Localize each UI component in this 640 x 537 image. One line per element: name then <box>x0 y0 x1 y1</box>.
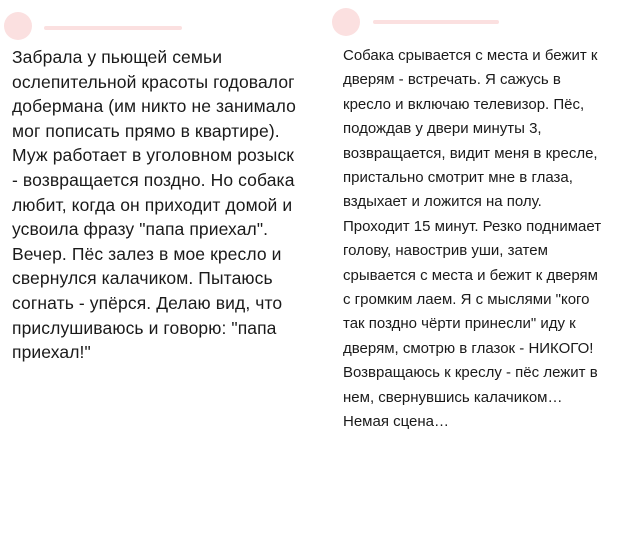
text-line: голову, навострив уши, затем <box>343 242 548 260</box>
text-line: усвоила фразу "папа приехал". <box>12 219 269 240</box>
text-line: пристально смотрит мне в глаза, <box>343 169 573 187</box>
story-text-part-2 <box>343 44 640 435</box>
text-line: любит, когда он приходит домой и <box>12 194 293 215</box>
text-line: срывается с места и бежит к дверям <box>343 266 598 284</box>
text-line: так поздно чёрти принесли" иду к <box>343 315 576 333</box>
text-line: прислушиваюсь и говорю: "папа <box>12 317 277 338</box>
text-line: нем, свернувшись калачиком… <box>343 388 563 406</box>
story-text-part-1 <box>12 45 300 365</box>
text-line: ослепительной красоты годовалог <box>12 71 295 92</box>
text-line: Немая сцена… <box>343 413 450 431</box>
title-placeholder-bar <box>373 20 499 24</box>
text-line: согнать - упёрся. Делаю вид, что <box>12 292 283 313</box>
text-line: кресло и включаю телевизор. Пёс, <box>343 95 585 113</box>
avatar-placeholder <box>332 8 360 36</box>
title-placeholder-bar <box>44 26 182 30</box>
text-line: вздыхает и ложится на полу. <box>343 193 542 211</box>
text-line: дверям, смотрю в глазок - НИКОГО! <box>343 339 594 357</box>
text-line: Проходит 15 минут. Резко поднимает <box>343 217 602 235</box>
text-line: Возвращаюсь к креслу - пёс лежит в <box>343 364 598 382</box>
text-line: Забрала у пьющей семьи <box>12 47 223 67</box>
text-line: Муж работает в уголовном розыск <box>12 145 295 166</box>
avatar-placeholder <box>4 12 32 40</box>
text-line: возвращается, видит меня в кресле, <box>343 144 598 162</box>
text-line: с громким лаем. Я с мыслями "кого <box>343 291 590 309</box>
text-line: мог пописать прямо в квартире). <box>12 120 280 141</box>
text-line: свернулся калачиком. Пытаюсь <box>12 268 273 289</box>
text-line: добермана (им никто не занимало <box>12 96 296 117</box>
story-card-right <box>324 0 640 537</box>
text-line: - возвращается поздно. Но собака <box>12 169 295 190</box>
text-line: приехал!" <box>12 342 91 363</box>
text-line: Собака срывается с места и бежит к <box>343 47 598 64</box>
text-line: подождав у двери минуты 3, <box>343 120 542 138</box>
text-line: Вечер. Пёс залез в мое кресло и <box>12 243 282 264</box>
story-card-left <box>0 0 300 537</box>
text-line: дверям - встречать. Я сажусь в <box>343 71 561 89</box>
